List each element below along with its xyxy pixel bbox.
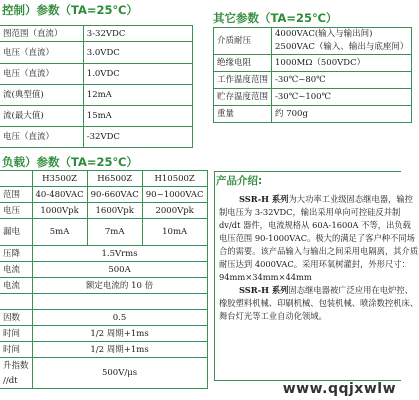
table-row — [0, 42, 193, 64]
param-value: 10mA — [142, 219, 207, 246]
control-params-table — [0, 25, 193, 148]
param-value: 500V/μs — [32, 358, 207, 389]
param-value: 1000Vpk — [32, 203, 87, 219]
param-label: 介质耐压 — [214, 28, 272, 55]
param-label — [0, 294, 32, 310]
param-label: 因数 — [0, 310, 32, 326]
param-value: 1/2 周期+1ms — [32, 326, 207, 342]
param-value: 5mA — [32, 219, 87, 246]
table-row — [0, 358, 207, 374]
param-label: 流(最大值) — [0, 106, 83, 127]
load-params-table — [0, 170, 208, 389]
product-intro-body — [219, 193, 419, 323]
series-name: SSR-H 系列 — [239, 285, 289, 295]
table-row — [0, 262, 207, 278]
param-value: 1.5Vrms — [32, 246, 207, 262]
table-row — [0, 64, 193, 85]
param-value: 500A — [32, 262, 207, 278]
table-row — [0, 310, 207, 326]
other-params-title: 其它参数（TA=25℃） — [213, 11, 338, 25]
table-row — [0, 342, 207, 358]
param-label: 图范围（直流） — [0, 26, 83, 42]
param-value: 1.0VDC — [83, 64, 192, 85]
product-intro-box — [214, 171, 419, 381]
param-label: 电流 — [0, 278, 32, 294]
param-value: 3-32VDC — [83, 26, 192, 42]
param-value: 1000MΩ（500VDC） — [272, 55, 412, 72]
intro-paragraph — [219, 284, 419, 323]
table-row — [0, 219, 207, 246]
table-row — [0, 26, 193, 42]
param-value: -30℃~100℃ — [272, 89, 412, 106]
param-label: 贮存温度范围 — [214, 89, 272, 106]
param-label: 漏电 — [0, 219, 32, 246]
table-row — [0, 106, 193, 127]
param-value: 约 700g — [272, 106, 412, 123]
param-value: 40-480VAC — [32, 187, 87, 203]
param-label: 电压（直流） — [0, 42, 83, 64]
param-label: 范围 — [0, 187, 32, 203]
table-row — [0, 187, 207, 203]
table-row — [214, 106, 412, 123]
param-value: 12mA — [83, 85, 192, 106]
param-label: 电压 — [0, 203, 32, 219]
table-row — [214, 89, 412, 106]
table-row — [214, 72, 412, 89]
param-label: //dt — [0, 373, 32, 389]
param-label: 时间 — [0, 326, 32, 342]
model-header: H6500Z — [87, 171, 142, 187]
table-row — [0, 326, 207, 342]
intro-text: 固态继电器被广泛应用在电炉控、橡胶塑料机械、印刷机械、包装机械、喷涂数控机床、舞台灯光等工业自动化领域。 — [219, 285, 419, 321]
param-label: 电压（直流） — [0, 64, 83, 85]
series-name: SSR-H 系列 — [239, 194, 289, 204]
intro-paragraph — [219, 193, 419, 284]
param-value: 1600Vpk — [87, 203, 142, 219]
table-row — [0, 127, 193, 148]
param-label: 流(典型值) — [0, 85, 83, 106]
load-params-title: 负载）参数（TA=25℃） — [2, 155, 138, 169]
param-label: 重量 — [214, 106, 272, 123]
watermark: www.qqjxwlw — [282, 381, 396, 397]
other-params-table — [213, 27, 412, 123]
param-value: 额定电流的 10 倍 — [32, 278, 207, 294]
product-intro-title: 产品介绍: — [216, 175, 263, 187]
table-row — [0, 85, 193, 106]
table-row — [214, 28, 412, 55]
table-row — [0, 203, 207, 219]
param-label: 压降 — [0, 246, 32, 262]
param-value: -30℃~80℃ — [272, 72, 412, 89]
param-value — [32, 294, 207, 310]
intro-text: 为大功率工业级固态继电器，输控制电压为 3-32VDC，输出采用单向可控硅反并制 dv/dt 器件，电流规格从 60A-1600A 不等，出负载电压范围 90-1000VAC。极大的满足了客户种不同场合的需要。该产品输入与输出之间采用电隔离，其介质耐压达到 4000VAC。采用环氧树灌封，外形尺寸：94mm×34mm×44mm — [219, 194, 419, 282]
param-value: 90-660VAC — [87, 187, 142, 203]
model-header: H10500Z — [142, 171, 207, 187]
param-value: 1/2 周期+1ms — [32, 342, 207, 358]
param-value: -32VDC — [83, 127, 192, 148]
param-label: 电压（直流） — [0, 127, 83, 148]
param-value: 3.0VDC — [83, 42, 192, 64]
param-value: 0.5 — [32, 310, 207, 326]
table-row — [0, 246, 207, 262]
corner-cell — [0, 171, 32, 187]
param-label: 工作温度范围 — [214, 72, 272, 89]
param-value: 15mA — [83, 106, 192, 127]
param-label: 升指数 — [0, 358, 32, 374]
param-value: 90~1000VAC — [142, 187, 207, 203]
param-value: 7mA — [87, 219, 142, 246]
control-params-title: 控制）参数（TA=25℃） — [2, 3, 138, 17]
param-value-line: 2500VAC（输入、输出与底座间） — [275, 42, 409, 52]
param-value: 2000Vpk — [142, 203, 207, 219]
param-value — [272, 28, 412, 55]
param-label: 绝缘电阻 — [214, 55, 272, 72]
model-header: H3500Z — [32, 171, 87, 187]
param-label: 电流 — [0, 262, 32, 278]
table-row — [0, 278, 207, 294]
table-row — [214, 55, 412, 72]
param-value-line: 4000VAC(输入与输出间) — [275, 29, 373, 39]
table-header-row — [0, 171, 207, 187]
table-row — [0, 294, 207, 310]
param-label: 时间 — [0, 342, 32, 358]
